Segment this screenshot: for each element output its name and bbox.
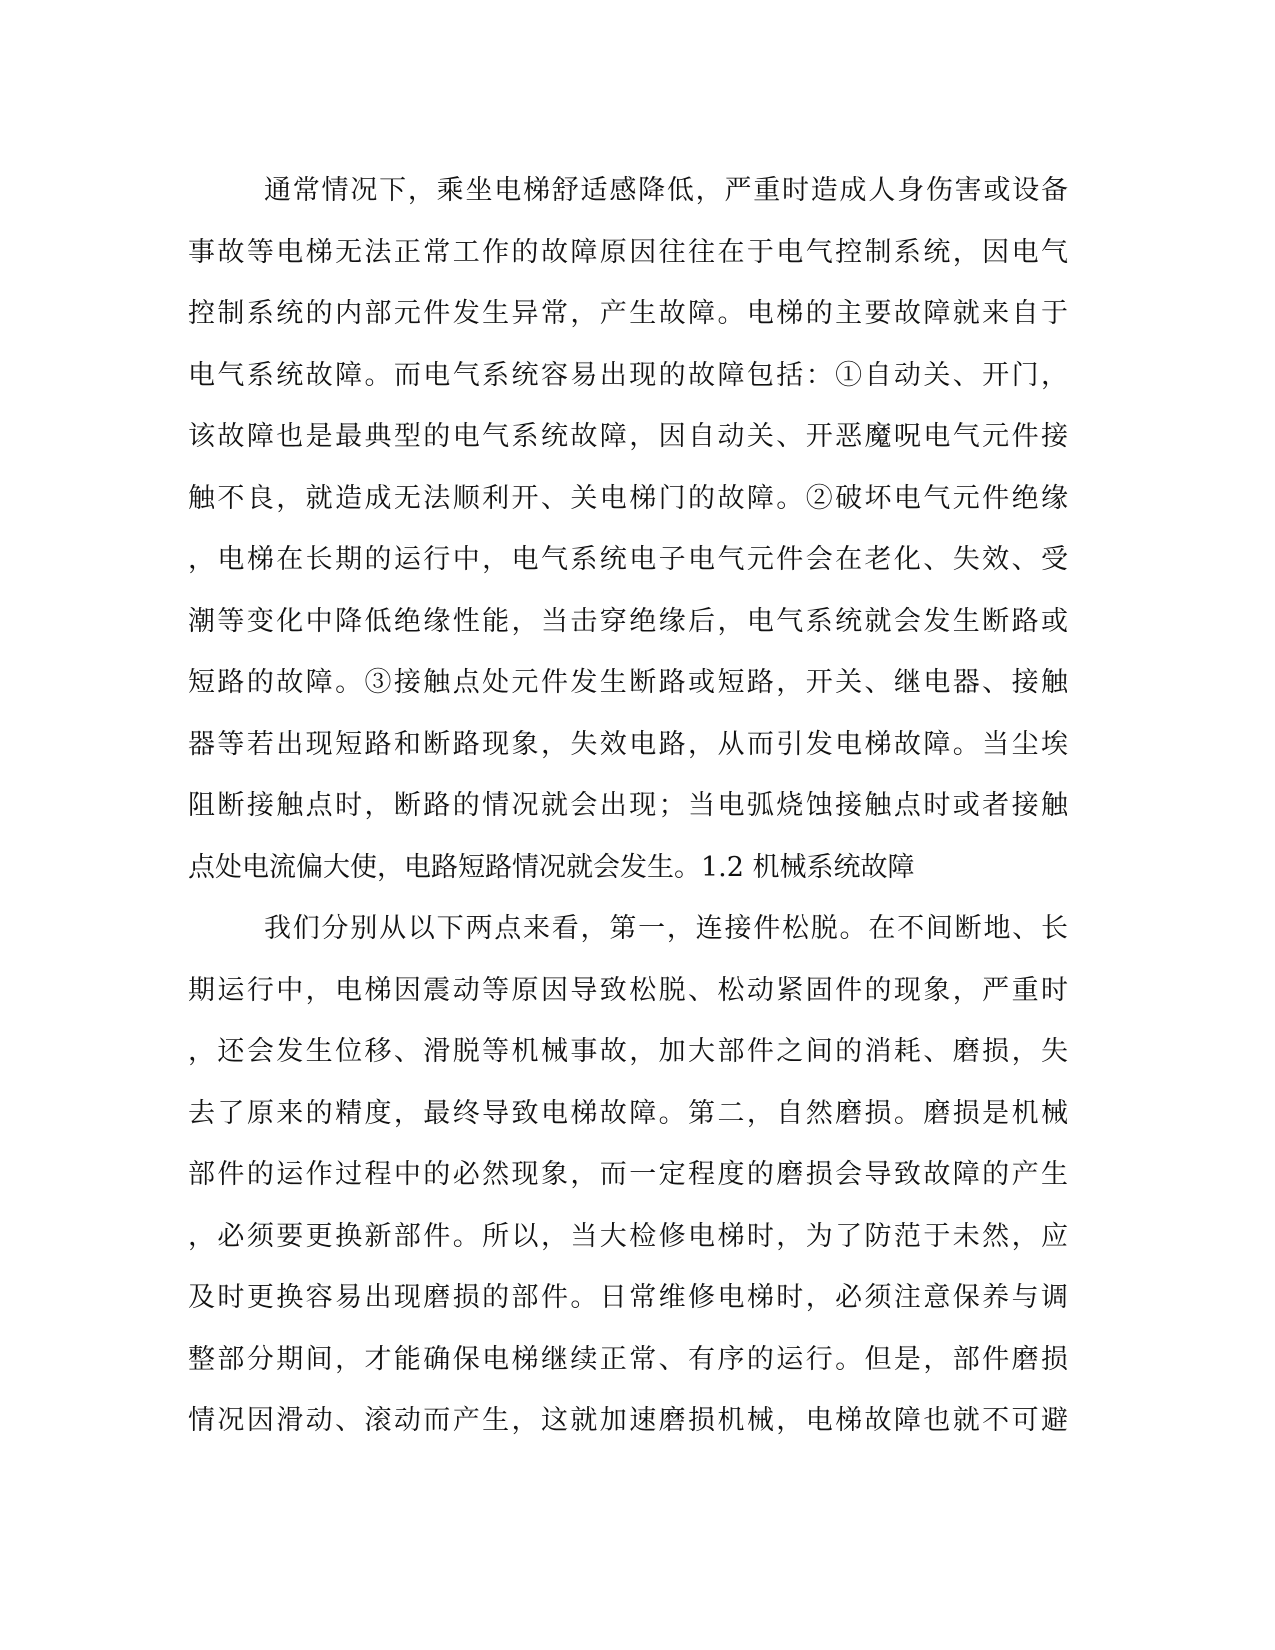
- paragraph-line: 短路的故障。③接触点处元件发生断路或短路，开关、继电器、接触: [188, 667, 1068, 698]
- paragraph-line: 去了原来的精度，最终导致电梯故障。第二，自然磨损。磨损是机械: [188, 1097, 1068, 1129]
- paragraph-line: 器等若出现短路和断路现象，失效电路，从而引发电梯故障。当尘埃: [188, 728, 1068, 760]
- paragraph-line: 及时更换容易出现磨损的部件。日常维修电梯时，必须注意保养与调: [188, 1282, 1068, 1313]
- paragraph-line: 情况因滑动、滚动而产生，这就加速磨损机械，电梯故障也就不可避: [188, 1405, 1068, 1436]
- paragraph-line: 触不良，就造成无法顺利开、关电梯门的故障。②破坏电气元件绝缘: [188, 482, 1068, 514]
- paragraph-line: 潮等变化中降低绝缘性能，当击穿绝缘后，电气系统就会发生断路或: [188, 605, 1068, 637]
- paragraph-line: 电气系统故障。而电气系统容易出现的故障包括：①自动关、开门，: [188, 359, 1068, 391]
- paragraph-line: ，电梯在长期的运行中，电气系统电子电气元件会在老化、失效、受: [188, 544, 1068, 575]
- paragraph-line: 整部分期间，才能确保电梯继续正常、有序的运行。但是，部件磨损: [188, 1343, 1068, 1375]
- paragraph-line: 控制系统的内部元件发生异常，产生故障。电梯的主要故障就来自于: [188, 298, 1068, 329]
- paragraph-line: 部件的运作过程中的必然现象，而一定程度的磨损会导致故障的产生: [188, 1159, 1068, 1190]
- paragraph-line: 点处电流偏大使，电路短路情况就会发生。1.2 机械系统故障: [188, 851, 915, 883]
- paragraph-line: 通常情况下，乘坐电梯舒适感降低，严重时造成人身伤害或设备: [264, 175, 1068, 206]
- paragraph-line: ，必须要更换新部件。所以，当大检修电梯时，为了防范于未然，应: [188, 1220, 1068, 1252]
- paragraph-line: ，还会发生位移、滑脱等机械事故，加大部件之间的消耗、磨损，失: [188, 1036, 1068, 1067]
- paragraph-line: 事故等电梯无法正常工作的故障原因往往在于电气控制系统，因电气: [188, 236, 1068, 268]
- paragraph-electrical-faults: [188, 160, 1068, 898]
- paragraph-line: 期运行中，电梯因震动等原因导致松脱、松动紧固件的现象，严重时: [188, 974, 1068, 1006]
- paragraph-line: 该故障也是最典型的电气系统故障，因自动关、开恶魔呪电气元件接: [188, 421, 1068, 452]
- paragraph-mechanical-faults: [188, 898, 1068, 1452]
- paragraph-line: 阻断接触点时，断路的情况就会出现；当电弧烧蚀接触点时或者接触: [188, 790, 1068, 821]
- paragraph-line: 我们分别从以下两点来看，第一，连接件松脱。在不间断地、长: [264, 913, 1068, 944]
